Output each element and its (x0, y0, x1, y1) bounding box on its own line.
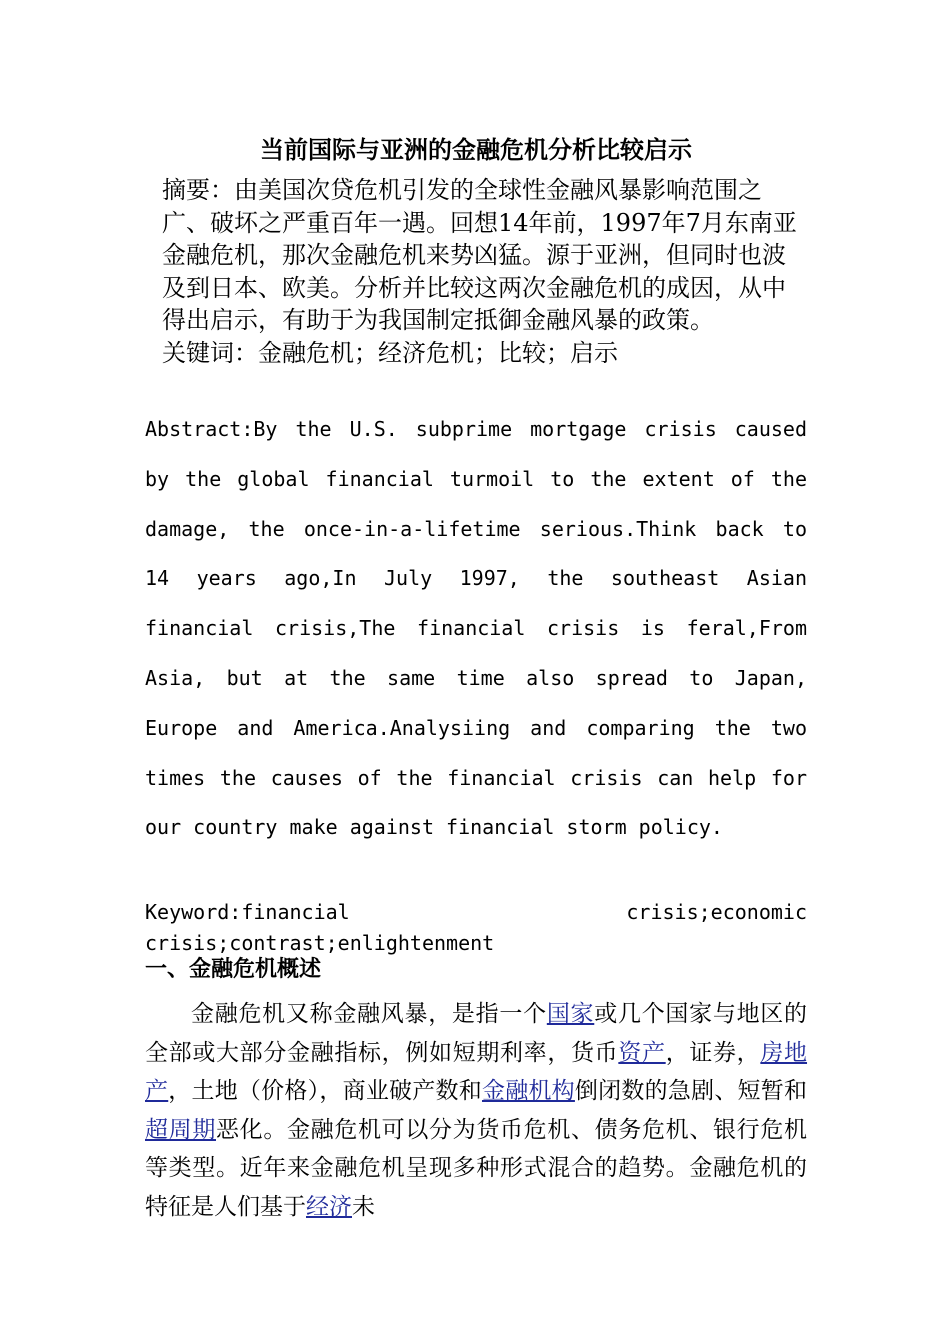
link-assets[interactable]: 资产 (618, 1039, 666, 1066)
link-country[interactable]: 国家 (546, 1001, 595, 1027)
paragraph-text: 未 (352, 1193, 375, 1220)
section-heading: 一、金融危机概述 (145, 957, 322, 982)
paragraph-text: 金融危机又称金融风暴，是指一个 (191, 1001, 547, 1027)
link-super-cycle[interactable]: 超周期 (145, 1116, 216, 1143)
link-financial-institutions[interactable]: 金融机构 (481, 1078, 575, 1104)
chinese-abstract-text: 摘要：由美国次贷危机引发的全球性金融风暴影响范围之广、破坏之严重百年一遇。回想14年前，1997年7月东南亚金融危机，那次金融危机来势凶猛。源于亚洲，但同时也波及到日本、欧美。分析并比较这两次金融危机的成因，从中得出启示，有助于为我国制定抵御金融风暴的政策。 (162, 176, 797, 334)
paragraph-text: ，土地（价格），商业破产数和 (168, 1078, 482, 1104)
chinese-keywords: 关键词：金融危机；经济危机；比较；启示 (162, 338, 618, 367)
link-economy[interactable]: 经济 (306, 1193, 352, 1220)
english-keywords: Keyword:financial crisis;economic crisis;contrast;enlightenment (145, 900, 807, 955)
paragraph-text: ，证券， (665, 1039, 761, 1066)
paragraph-text: 或几个国家与地区的全部或大部分金融指标，例如短期利率，货币 (145, 1001, 808, 1066)
paragraph-text: 倒闭数的急剧、短暂和 (574, 1078, 808, 1104)
document-title: 当前国际与亚洲的金融危机分析比较启示 (260, 136, 692, 164)
paragraph-text: 恶化。金融危机可以分为货币危机、债务危机、银行危机等类型。近年来金融危机呈现多种形式混合的趋势。金融危机的特征是人们基于 (145, 1116, 807, 1220)
english-abstract: Abstract:By the U.S. subprime mortgage crisis caused by the global financial turmoil to the extent of the damage, the once-in-a-lifetime serious.Think back to 14 years ago,In July 1997, the southeast Asian financial crisis,The financial crisis is feral,From Asia, but at the same time also spread to Japan, Europe and America.Analysiing and comparing the two times the causes of the financial crisis can help for our country make against financial storm policy. (145, 417, 807, 840)
link-real-estate[interactable]: 房地产 (145, 1039, 808, 1104)
section-paragraph (145, 995, 807, 1226)
chinese-abstract (162, 174, 807, 369)
